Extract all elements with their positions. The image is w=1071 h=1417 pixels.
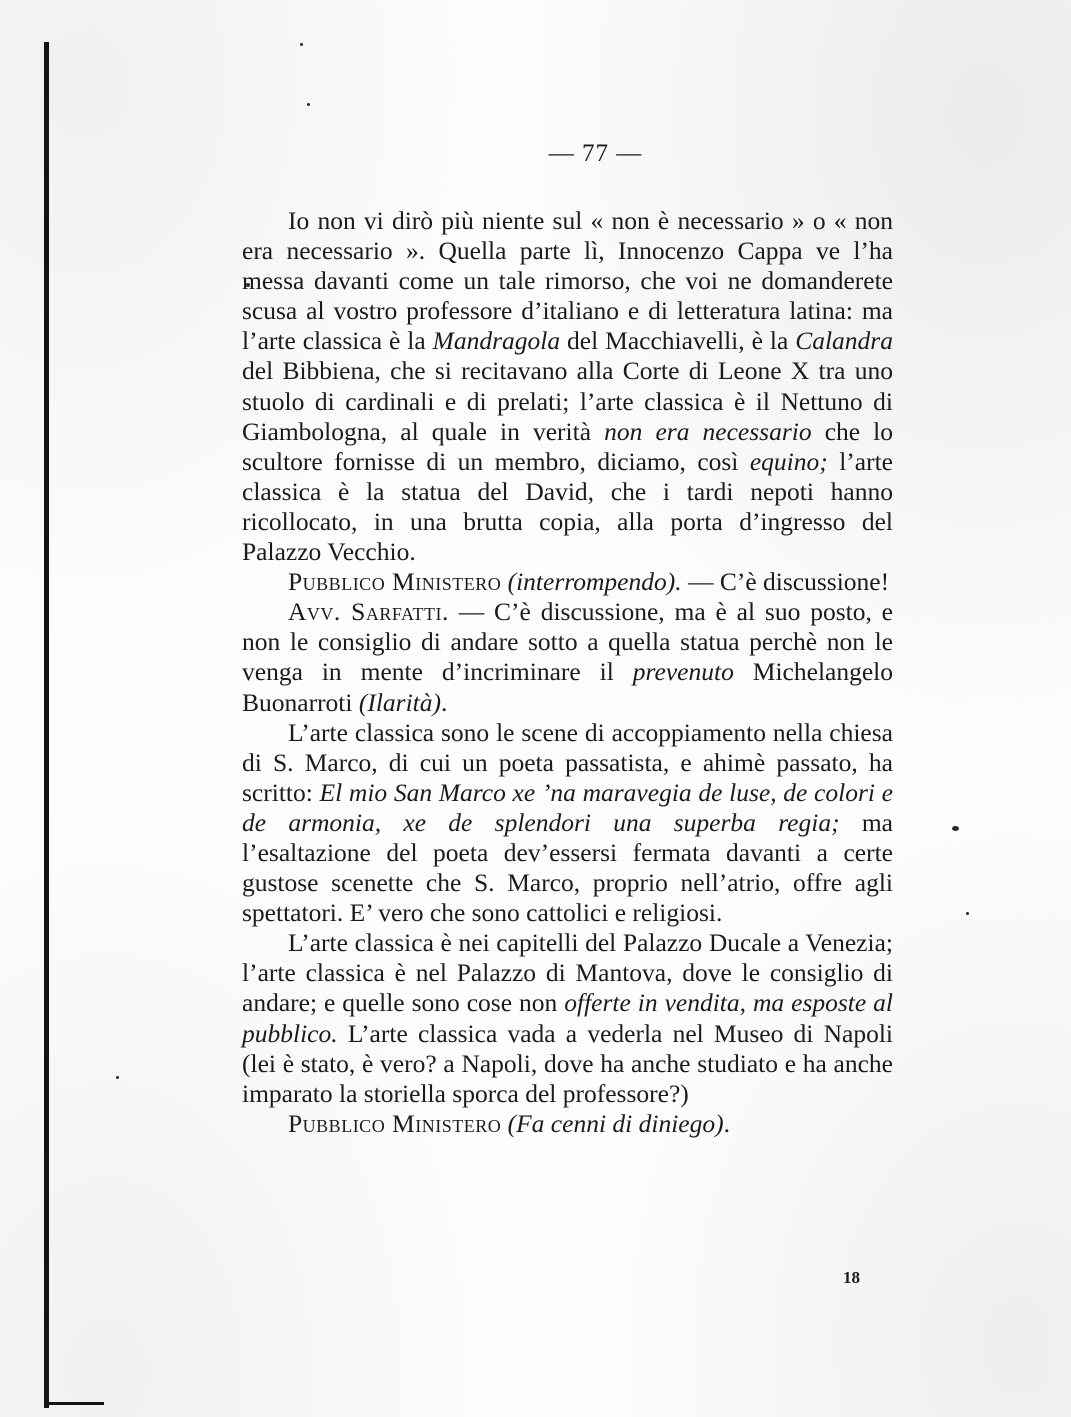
text-run: — C’è discussione! xyxy=(681,567,890,597)
body-text xyxy=(242,206,893,1139)
italic-phrase: prevenuto xyxy=(632,657,734,687)
scan-speck xyxy=(300,43,303,46)
paragraph-4 xyxy=(242,718,893,929)
text-run: l’arte classica è la statua del David, che i tardi nepoti hanno ricollocato, in una brutta copia, alla porta d’ingresso del Palazzo Vecchio. xyxy=(242,446,893,567)
paragraph-1 xyxy=(242,206,893,567)
text-run: — C’è discussione, ma è al suo posto, e non le consiglio di andare sotto a quella statua perchè non le venga in mente d’incriminare il xyxy=(242,597,893,687)
italic-phrase: offerte in vendita, ma esposte al pubblico. xyxy=(242,988,893,1048)
paragraph-5 xyxy=(242,928,893,1109)
text-run: ma l’esaltazione del poeta dev’essersi fermata davanti a certe gustose scenette che S. Marco, proprio nell’atrio, offre agli spettatori. E’ vero che sono cattolici e religiosi. xyxy=(242,807,893,928)
scan-speck xyxy=(116,1076,119,1079)
text-run: L’arte classica sono le scene di accoppiamento nella chiesa di S. Marco, di cui un poeta passatista, e ahimè passato, ha scritto: xyxy=(242,717,893,807)
scan-speck xyxy=(307,103,310,106)
speaker-name: Pubblico Ministero xyxy=(288,1108,502,1138)
italic-quotation: El mio San Marco xe ’na maravegia de luse, de colori e de armonia, xe de splendori una superba regia; xyxy=(242,777,893,837)
text-run: L’arte classica è nei capitelli del Palazzo Ducale a Venezia; l’arte classica è nel Palazzo di Mantova, dove le consiglio di andare; e quelle sono cose non xyxy=(242,928,893,1018)
text-run: L’arte classica vada a vederla nel Museo di Napoli (lei è stato, è vero? a Napoli, dove ha anche studiato e ha anche imparato la storiella sporca del professore?) xyxy=(242,1018,893,1108)
speaker-name: Pubblico Ministero xyxy=(288,567,502,597)
text-run: Io non vi dirò più niente sul « non è necessario » o « non era necessario ». Quella parte lì, Innocenzo Cappa ve l’ha messa davanti come un tale rimorso, che voi ne domanderete scusa al vostro professore d’italiano e di letteratura latina: ma l’arte classica è la xyxy=(242,206,893,356)
italic-phrase: equino; xyxy=(749,446,828,476)
scan-speck xyxy=(966,912,969,915)
paragraph-2 xyxy=(242,567,893,597)
signature-mark: 18 xyxy=(843,1268,860,1287)
text-run: del Bibbiena, che si recitavano alla Corte di Leone X tra uno stuolo di cardinali e di prelati; l’arte classica è il Nettuno di Giambologna, al quale in verità xyxy=(242,356,893,446)
page-number: — 77 — xyxy=(548,140,643,167)
book-spine-edge xyxy=(44,42,49,1408)
text-run: . xyxy=(441,687,448,717)
book-bottom-edge xyxy=(44,1402,104,1405)
text-run: che lo scultore fornisse di un membro, diciamo, così xyxy=(242,416,894,476)
speaker-name: Avv. Sarfatti. xyxy=(288,597,449,627)
stage-direction: (Fa cenni di diniego) xyxy=(507,1108,724,1138)
scan-speck xyxy=(952,826,959,831)
paragraph-6 xyxy=(242,1109,893,1139)
stage-direction: (interrompendo). xyxy=(507,567,682,597)
italic-title: Calandra xyxy=(795,326,893,356)
italic-title: Mandragola xyxy=(432,326,561,356)
paragraph-3 xyxy=(242,597,893,717)
stage-direction: (Ilarità) xyxy=(358,687,442,717)
text-run: . xyxy=(723,1108,730,1138)
italic-phrase: non era necessario xyxy=(604,416,812,446)
text-run: Michelangelo Buonarroti xyxy=(242,657,893,717)
text-run: del Macchiavelli, è la xyxy=(560,326,796,356)
